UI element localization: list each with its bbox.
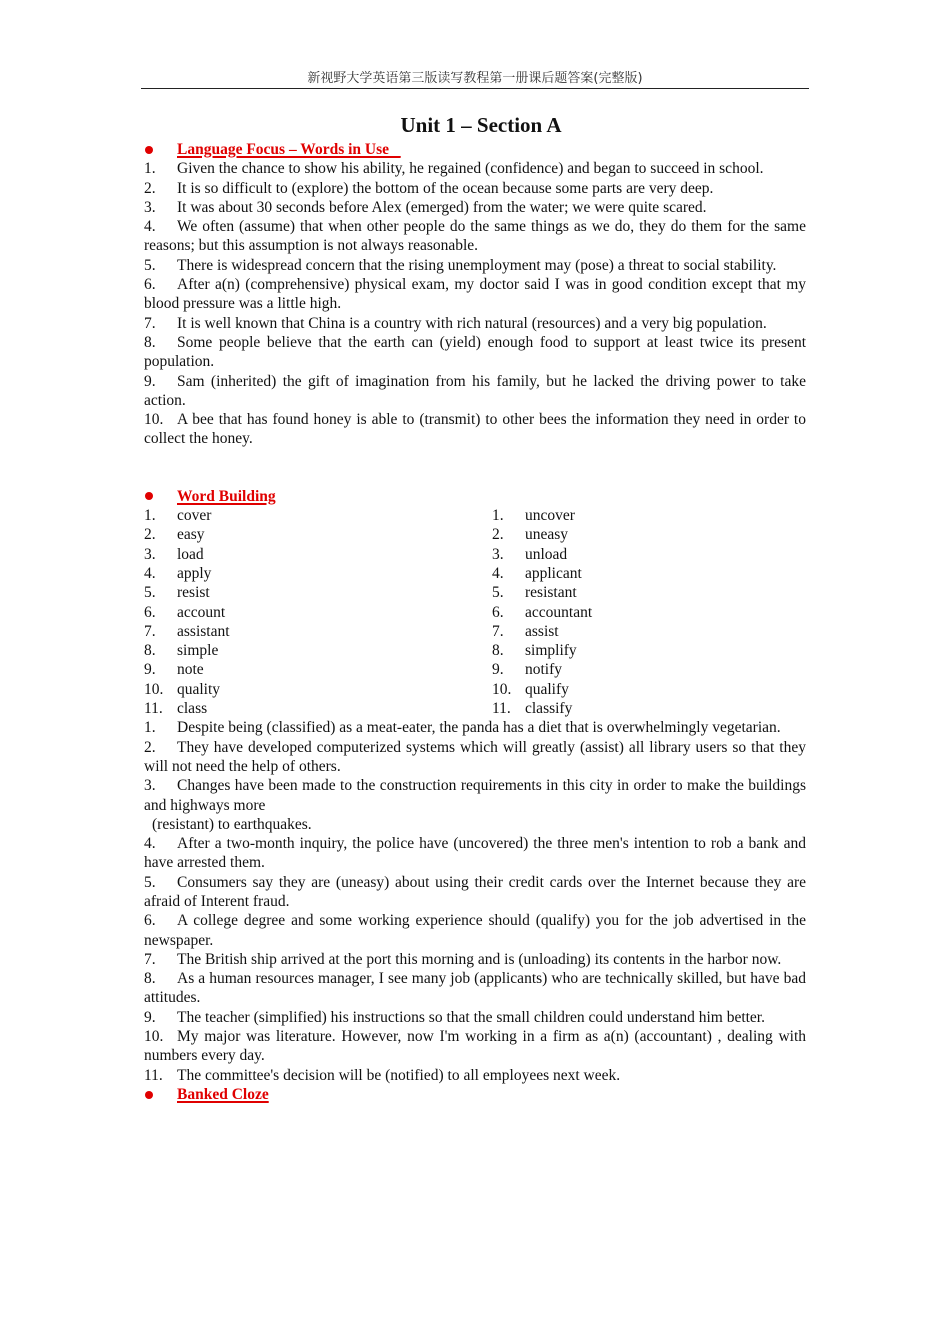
table-row <box>144 525 806 544</box>
words-in-use-list <box>144 159 806 448</box>
base-word: simple <box>177 642 219 660</box>
item-text: The teacher (simplified) his instructions so that the small children could understand him better. <box>177 1008 765 1026</box>
pair-number: 1. <box>144 507 156 525</box>
word-building-sentences <box>144 718 806 1085</box>
item-number: 3. <box>144 198 156 216</box>
item-text: After a two-month inquiry, the police have (uncovered) the three men's intention to rob a bank and have arrested them. <box>144 835 806 872</box>
item-text: Sam (inherited) the gift of imagination from his family, but he lacked the driving power to take action. <box>144 372 806 409</box>
table-row <box>144 583 806 602</box>
item-number: 11. <box>144 1066 163 1084</box>
word-building-heading: Word Building <box>177 487 276 505</box>
pair-number: 5. <box>492 584 504 602</box>
list-item <box>144 410 806 449</box>
list-item <box>144 1027 806 1066</box>
pair-number: 4. <box>492 564 504 582</box>
derived-word: unload <box>525 545 568 563</box>
item-number: 2. <box>144 179 156 197</box>
item-number: 5. <box>144 873 156 891</box>
page-header: 新视野大学英语第三版读写教程第一册课后题答案(完整版) <box>307 71 643 86</box>
table-row <box>144 641 806 660</box>
list-item <box>144 911 806 950</box>
pair-number: 2. <box>492 526 504 544</box>
list-item <box>144 834 806 873</box>
item-text: We often (assume) that when other people do the same things as we do, they do them for the same reasons; but this assumption is not always reasonable. <box>144 218 806 255</box>
pair-number: 1. <box>492 507 504 525</box>
item-text: Given the chance to show his ability, he regained (confidence) and began to succeed in school. <box>177 160 764 178</box>
derived-word: simplify <box>525 642 577 660</box>
pair-number: 11. <box>492 700 511 718</box>
base-word: cover <box>177 507 212 525</box>
derived-word: accountant <box>525 603 593 621</box>
list-item <box>144 217 806 256</box>
section-heading-banked-cloze <box>144 1085 806 1104</box>
banked-cloze-heading: Banked Cloze <box>177 1085 269 1103</box>
header-rule <box>141 88 809 89</box>
base-word: easy <box>177 526 205 544</box>
item-number: 10. <box>144 411 164 429</box>
item-number: 7. <box>144 950 156 968</box>
list-item <box>144 256 806 275</box>
item-number: 1. <box>144 719 156 737</box>
pair-number: 9. <box>144 661 156 679</box>
item-text: It is so difficult to (explore) the bottom of the ocean because some parts are very deep. <box>177 179 714 197</box>
section-heading-word-building <box>144 487 806 506</box>
table-row <box>144 699 806 718</box>
base-word: class <box>177 700 208 718</box>
list-item <box>144 275 806 314</box>
pair-number: 11. <box>144 700 163 718</box>
base-word: note <box>177 661 204 679</box>
item-number: 2. <box>144 738 156 756</box>
list-item <box>144 1066 806 1085</box>
base-word: assistant <box>177 622 230 640</box>
item-text: Changes have been made to the construction requirements in this city in order to make the buildings and highways more <box>144 777 806 814</box>
table-row <box>144 506 806 525</box>
table-row <box>144 545 806 564</box>
table-row <box>144 622 806 641</box>
list-item <box>144 969 806 1008</box>
item-number: 8. <box>144 333 156 351</box>
base-word: resist <box>177 584 210 602</box>
table-row <box>144 660 806 679</box>
bullet-icon <box>145 1091 153 1099</box>
item-number: 4. <box>144 835 156 853</box>
derived-word: qualify <box>525 680 569 698</box>
list-item <box>144 1008 806 1027</box>
item-text: A bee that has found honey is able to (transmit) to other bees the information they need in order to collect the honey. <box>144 411 806 448</box>
item-text: Consumers say they are (uneasy) about using their credit cards over the Internet because they are afraid of Interent fraud. <box>144 873 806 910</box>
list-item <box>144 159 806 178</box>
item-number: 10. <box>144 1028 164 1046</box>
derived-word: uneasy <box>525 526 569 544</box>
item-number: 7. <box>144 314 156 332</box>
section-heading-words-in-use <box>144 140 806 159</box>
item-number: 4. <box>144 218 156 236</box>
item-text: It was about 30 seconds before Alex (emerged) from the water; we were quite scared. <box>177 198 707 216</box>
derived-word: applicant <box>525 564 582 582</box>
item-text: As a human resources manager, I see many job (applicants) who are technically skilled, but have bad attitudes. <box>144 970 806 1007</box>
pair-number: 8. <box>144 642 156 660</box>
item-text: It is well known that China is a country with rich natural (resources) and a very big population. <box>177 314 767 332</box>
document-content <box>144 110 806 1104</box>
pair-number: 7. <box>492 622 504 640</box>
pair-number: 3. <box>144 545 156 563</box>
pair-number: 6. <box>144 603 156 621</box>
pair-number: 5. <box>144 584 156 602</box>
item-number: 6. <box>144 912 156 930</box>
item-number: 9. <box>144 1008 156 1026</box>
item-continuation: (resistant) to earthquakes. <box>152 815 312 833</box>
pair-number: 3. <box>492 545 504 563</box>
derived-word: notify <box>525 661 563 679</box>
list-item <box>144 314 806 333</box>
list-item <box>144 198 806 217</box>
item-text: A college degree and some working experience should (qualify) you for the job advertised in the newspaper. <box>144 912 806 949</box>
list-item <box>144 372 806 411</box>
pair-number: 7. <box>144 622 156 640</box>
base-word: quality <box>177 680 221 698</box>
item-number: 5. <box>144 256 156 274</box>
derived-word: uncover <box>525 507 575 525</box>
words-in-use-heading: Language Focus – Words in Use <box>177 141 390 158</box>
base-word: apply <box>177 564 212 582</box>
list-item <box>144 333 806 372</box>
word-building-table <box>144 506 806 718</box>
item-text: There is widespread concern that the rising unemployment may (pose) a threat to social stability. <box>177 256 777 274</box>
item-text: The committee's decision will be (notified) to all employees next week. <box>177 1066 621 1084</box>
pair-number: 2. <box>144 526 156 544</box>
item-number: 3. <box>144 777 156 795</box>
item-number: 9. <box>144 372 156 390</box>
table-row <box>144 603 806 622</box>
table-row <box>144 680 806 699</box>
item-number: 1. <box>144 160 156 178</box>
derived-word: resistant <box>525 584 577 602</box>
pair-number: 9. <box>492 661 504 679</box>
item-number: 6. <box>144 276 156 294</box>
list-item <box>144 738 806 777</box>
section-gap <box>144 449 806 487</box>
item-text: Despite being (classified) as a meat-eater, the panda has a diet that is overwhelmingly vegetarian. <box>177 719 781 737</box>
item-text: They have developed computerized systems which will greatly (assist) all library users so that they will not need the help of others. <box>144 738 806 775</box>
base-word: account <box>177 603 226 621</box>
derived-word: assist <box>525 622 559 640</box>
table-row <box>144 564 806 583</box>
item-text: My major was literature. However, now I'm working in a firm as a(n) (accountant) , dealing with numbers every day. <box>144 1028 806 1065</box>
pair-number: 10. <box>492 680 512 698</box>
item-number: 8. <box>144 970 156 988</box>
pair-number: 8. <box>492 642 504 660</box>
base-word: load <box>177 545 204 563</box>
derived-word: classify <box>525 700 573 718</box>
item-text: After a(n) (comprehensive) physical exam, my doctor said I was in good condition except that my blood pressure was a little high. <box>144 276 806 313</box>
list-item <box>144 873 806 912</box>
bullet-icon <box>145 146 153 154</box>
unit-title: Unit 1 – Section A <box>400 113 562 137</box>
pair-number: 6. <box>492 603 504 621</box>
item-text: The British ship arrived at the port this morning and is (unloading) its contents in the harbor now. <box>177 950 782 968</box>
pair-number: 10. <box>144 680 164 698</box>
item-text: Some people believe that the earth can (yield) enough food to support at least twice its present population. <box>144 333 806 371</box>
list-item <box>144 718 806 737</box>
bullet-icon <box>145 492 153 500</box>
pair-number: 4. <box>144 564 156 582</box>
list-item <box>144 776 806 834</box>
list-item <box>144 179 806 198</box>
list-item <box>144 950 806 969</box>
